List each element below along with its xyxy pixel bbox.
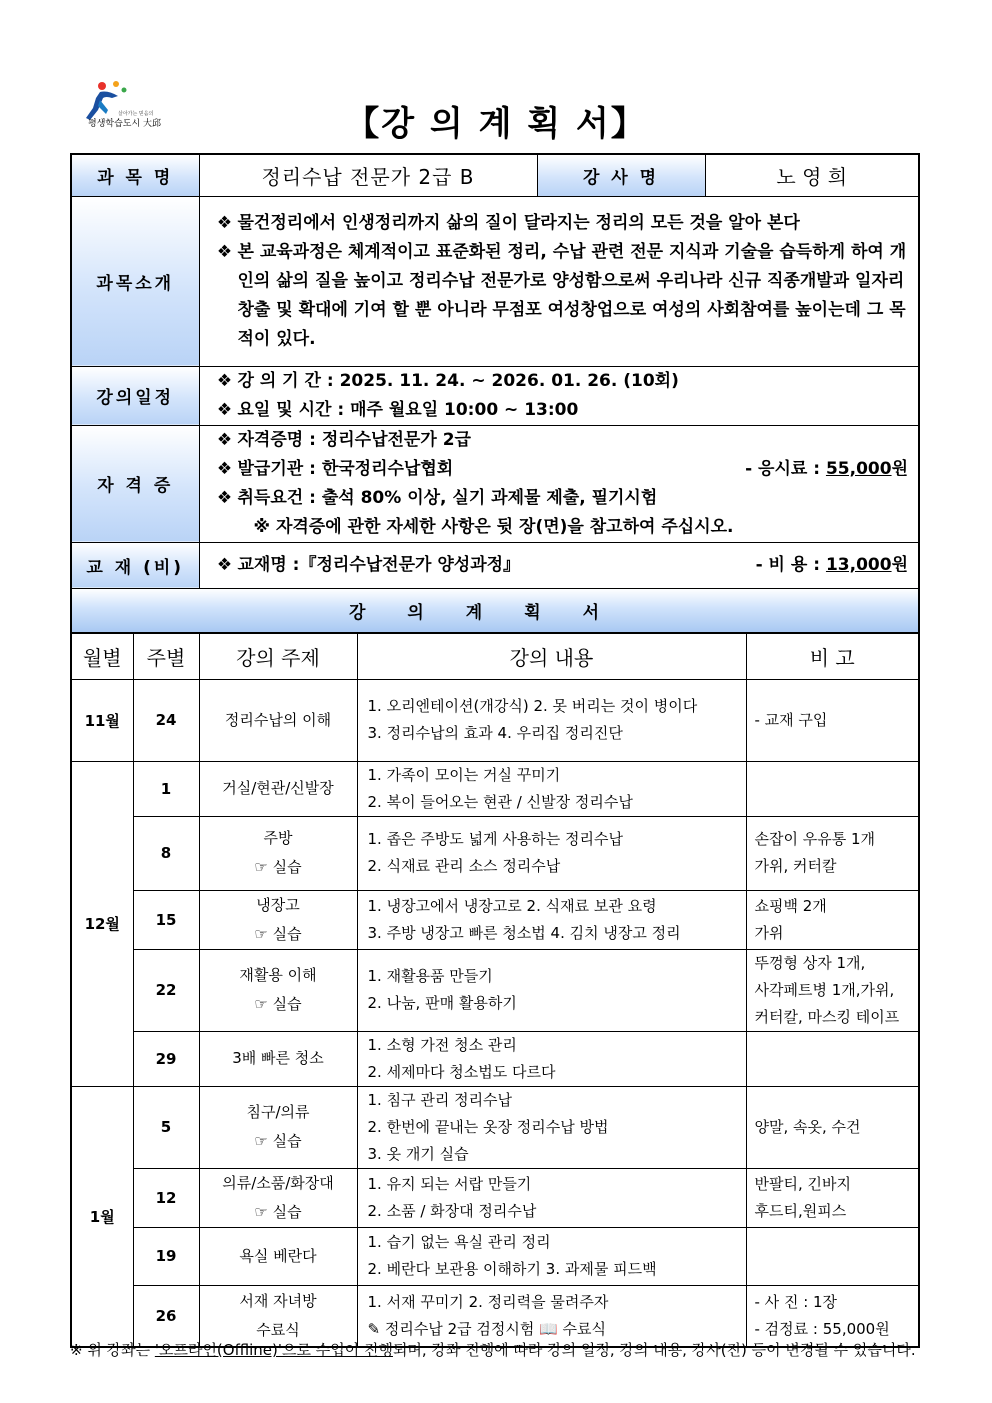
cert-note: ※ 자격증에 관한 자세한 사항은 뒷 장(면)을 참고하여 주십시오. <box>253 516 734 537</box>
month-cell: 12월 <box>71 761 133 1086</box>
content-cell-line: 1. 냉장고에서 냉장고로 2. 식재료 보관 요령 <box>367 896 657 915</box>
remark-cell-line: 양말, 속옷, 수건 <box>754 1117 861 1136</box>
col-week: 주별 <box>133 633 199 679</box>
book-fee: - 비 용 : 13,000원 <box>755 554 908 575</box>
content-cell <box>357 1031 746 1086</box>
content-cell <box>357 1285 746 1347</box>
intro-item: ❖ 물건정리에서 인생정리까지 삶의 질이 달라지는 정리의 모든 것을 알아 본다 <box>212 209 909 238</box>
diamond-bullet-icon: ❖ <box>216 458 233 479</box>
topic-cell <box>199 816 357 890</box>
schedule-row <box>71 816 919 890</box>
diamond-bullet-icon: ❖ <box>216 399 233 420</box>
cert-fee: - 응시료 : 55,000원 <box>745 458 908 479</box>
content-cell-line: 3. 정리수납의 효과 4. 우리집 정리진단 <box>367 724 623 742</box>
subject-label: 과 목 명 <box>71 154 199 196</box>
content-cell-line: ✎ 정리수납 2급 검정시험 📖 수료식 <box>367 1319 607 1338</box>
schedule-row <box>71 1168 919 1227</box>
cert-label: 자 격 증 <box>71 425 199 542</box>
topic-cell-line: ☞ 실습 <box>254 858 302 876</box>
col-topic: 강의 주제 <box>199 633 357 679</box>
book-content <box>199 542 919 588</box>
remark-cell <box>746 679 919 761</box>
content-cell-line: 1. 습기 없는 욕실 관리 정리 <box>367 1233 551 1251</box>
week-cell: 26 <box>133 1285 199 1347</box>
topic-cell-line: ☞ 실습 <box>254 1202 302 1221</box>
logo-text: 평생학습도시 大邱 <box>88 119 162 129</box>
topic-cell-line: ☞ 실습 <box>254 1132 302 1150</box>
content-cell-line: 3. 주방 냉장고 빠른 청소법 4. 김치 냉장고 정리 <box>367 923 681 942</box>
topic-cell-line: 냉장고 <box>256 895 300 914</box>
content-cell-line: 1. 침구 관리 정리수납 <box>367 1090 513 1109</box>
topic-cell <box>199 1031 357 1086</box>
topic-cell-line: 침구/의류 <box>246 1103 310 1121</box>
instructor-label: 강 사 명 <box>537 154 705 196</box>
content-cell <box>357 890 746 949</box>
remark-cell <box>746 761 919 816</box>
topic-cell <box>199 1227 357 1285</box>
schedule-row <box>71 949 919 1031</box>
remark-cell <box>746 1086 919 1168</box>
cert-name: ❖ 자격증명 : 정리수납전문가 2급 <box>212 426 909 455</box>
remark-cell <box>746 949 919 1031</box>
remark-cell <box>746 1031 919 1086</box>
topic-cell <box>199 949 357 1031</box>
content-cell-line: 2. 식재료 관리 소스 정리수납 <box>367 857 561 875</box>
week-cell: 15 <box>133 890 199 949</box>
topic-cell-line: 수료식 <box>256 1320 300 1339</box>
remark-cell <box>746 1227 919 1285</box>
instructor-value: 노 영 희 <box>705 154 919 196</box>
content-cell-line: 1. 가족이 모이는 거실 꾸미기 <box>367 765 561 784</box>
topic-cell-line: ☞ 실습 <box>254 924 302 943</box>
schedule-content <box>199 366 919 425</box>
topic-cell <box>199 1086 357 1168</box>
intro-item: ❖ 본 교육과정은 체계적이고 표준화된 정리, 수납 관련 전문 지식과 기술을 습득하게 하여 개인의 삶의 질을 높이고 정리수납 전문가로 양성함으로써 우리나라 신규 직종개발과 일자리 창출 및 확대에 기여 할 뿐 아니라 무점포 여성창업으로 여성의 사회참여를 높이는데 그 목적이 있다. <box>212 238 909 354</box>
schedule-row <box>71 890 919 949</box>
col-month: 월별 <box>71 633 133 679</box>
week-cell: 8 <box>133 816 199 890</box>
topic-cell-line: 3배 빠른 청소 <box>232 1049 324 1067</box>
remark-cell-line: - 검정료 : 55,000원 <box>754 1319 890 1338</box>
topic-cell-line: 거실/현관/신발장 <box>222 779 334 797</box>
plan-banner: 강의계획서 <box>71 588 919 634</box>
schedule-label: 강의일정 <box>71 366 199 425</box>
diamond-bullet-icon: ❖ <box>216 241 233 262</box>
intro-content <box>199 196 919 366</box>
diamond-bullet-icon: ❖ <box>216 429 233 450</box>
topic-cell-line: 서재 자녀방 <box>239 1291 317 1310</box>
content-cell-line: 1. 재활용품 만들기 <box>367 967 493 985</box>
diamond-bullet-icon: ❖ <box>216 370 233 391</box>
topic-cell-line: 의류/소품/화장대 <box>222 1173 334 1192</box>
week-cell: 1 <box>133 761 199 816</box>
week-cell: 22 <box>133 949 199 1031</box>
cert-requirement: ❖ 취득요건 : 출석 80% 이상, 실기 과제물 제출, 필기시험 <box>212 484 909 513</box>
schedule-row <box>71 1031 919 1086</box>
content-cell-line: 2. 소품 / 화장대 정리수납 <box>367 1201 537 1220</box>
page-title: 【강 의 계 획 서】 <box>345 104 647 144</box>
cert-content <box>199 425 919 542</box>
book-label: 교 재 (비) <box>71 542 199 588</box>
footnote: ※ 위 강좌는 '오프라인(Offline)'으로 수업이 진행되며, 강좌 진행에 따라 강의 일정, 강의 내용, 강사(진) 등이 변경될 수 있습니다. <box>70 1341 916 1359</box>
content-cell-line: 1. 오리엔테이션(개강식) 2. 못 버리는 것이 병이다 <box>367 697 698 715</box>
content-cell-line: 2. 복이 들어오는 현관 / 신발장 정리수납 <box>367 792 633 811</box>
remark-cell-line: - 교재 구입 <box>754 710 828 729</box>
month-cell: 11월 <box>71 679 133 761</box>
month-cell: 1월 <box>71 1086 133 1347</box>
intro-label: 과목소개 <box>71 196 199 366</box>
logo-tagline: 살아가는 믿음의 <box>118 111 154 117</box>
content-cell-line: 1. 소형 가전 청소 관리 <box>367 1035 517 1054</box>
schedule-row <box>71 1227 919 1285</box>
topic-cell-line: 주방 <box>263 829 293 847</box>
lecture-schedule-table <box>70 632 920 1348</box>
diamond-bullet-icon: ❖ <box>216 487 233 508</box>
remark-cell-line: 가위 <box>754 923 784 942</box>
week-cell: 12 <box>133 1168 199 1227</box>
week-cell: 19 <box>133 1227 199 1285</box>
remark-cell-line: 후드티,원피스 <box>754 1201 847 1220</box>
remark-cell-line: 반팔티, 긴바지 <box>754 1174 851 1193</box>
book-item: ❖ 교재명 :『정리수납전문가 양성과정』 - 비 용 : 13,000원 <box>212 551 909 580</box>
content-cell-line: 2. 나눔, 판매 활용하기 <box>367 994 517 1012</box>
content-cell <box>357 761 746 816</box>
content-cell-line: 2. 베란다 보관용 이해하기 3. 과제물 피드백 <box>367 1260 657 1278</box>
topic-cell-line: ☞ 실습 <box>254 995 302 1013</box>
topic-cell <box>199 1285 357 1347</box>
remark-cell-line: 쇼핑백 2개 <box>754 896 827 915</box>
week-cell: 29 <box>133 1031 199 1086</box>
content-cell-line: 2. 한번에 끝내는 옷장 정리수납 방법 <box>367 1117 609 1136</box>
week-cell: 24 <box>133 679 199 761</box>
cert-issuer: ❖ 발급기관 : 한국정리수납협회 - 응시료 : 55,000원 <box>212 455 909 484</box>
content-cell-line: 1. 서재 꾸미기 2. 정리력을 물려주자 <box>367 1292 609 1311</box>
content-cell <box>357 949 746 1031</box>
remark-cell <box>746 1168 919 1227</box>
diamond-bullet-icon: ❖ <box>216 212 233 233</box>
subject-value: 정리수납 전문가 2급 B <box>199 154 537 196</box>
remark-cell <box>746 816 919 890</box>
content-cell <box>357 816 746 890</box>
content-cell <box>357 1086 746 1168</box>
content-cell <box>357 1227 746 1285</box>
col-content: 강의 내용 <box>357 633 746 679</box>
topic-cell-line: 정리수납의 이해 <box>224 710 332 729</box>
week-cell: 5 <box>133 1086 199 1168</box>
remark-cell <box>746 1285 919 1347</box>
schedule-row <box>71 761 919 816</box>
schedule-row <box>71 679 919 761</box>
remark-cell-line: 커터칼, 마스킹 테이프 <box>754 1007 900 1026</box>
schedule-item: ❖ 강 의 기 간 : 2025. 11. 24. ~ 2026. 01. 26. (10회) <box>212 367 909 396</box>
content-cell <box>357 1168 746 1227</box>
topic-cell <box>199 761 357 816</box>
content-cell-line: 1. 유지 되는 서랍 만들기 <box>367 1174 532 1193</box>
course-info-table <box>70 153 920 635</box>
schedule-row <box>71 1086 919 1168</box>
remark-cell-line: 가위, 커터칼 <box>754 857 837 875</box>
content-cell-line: 1. 좁은 주방도 넓게 사용하는 정리수납 <box>367 830 624 848</box>
topic-cell-line: 욕실 베란다 <box>239 1246 317 1265</box>
remark-cell-line: 뚜껑형 상자 1개, <box>754 953 866 972</box>
col-remark: 비 고 <box>746 633 919 679</box>
content-cell <box>357 679 746 761</box>
schedule-row <box>71 1285 919 1347</box>
schedule-item: ❖ 요일 및 시간 : 매주 월요일 10:00 ~ 13:00 <box>212 396 909 425</box>
topic-cell <box>199 1168 357 1227</box>
remark-cell-line: - 사 진 : 1장 <box>754 1292 838 1311</box>
diamond-bullet-icon: ❖ <box>216 554 233 575</box>
content-cell-line: 3. 옷 개기 실습 <box>367 1144 469 1163</box>
topic-cell <box>199 890 357 949</box>
remark-cell-line: 손잡이 우유통 1개 <box>754 830 876 848</box>
remark-cell-line: 사각페트병 1개,가위, <box>754 980 895 999</box>
remark-cell <box>746 890 919 949</box>
content-cell-line: 2. 세제마다 청소법도 다르다 <box>367 1062 556 1081</box>
topic-cell-line: 재활용 이해 <box>239 966 317 984</box>
topic-cell <box>199 679 357 761</box>
